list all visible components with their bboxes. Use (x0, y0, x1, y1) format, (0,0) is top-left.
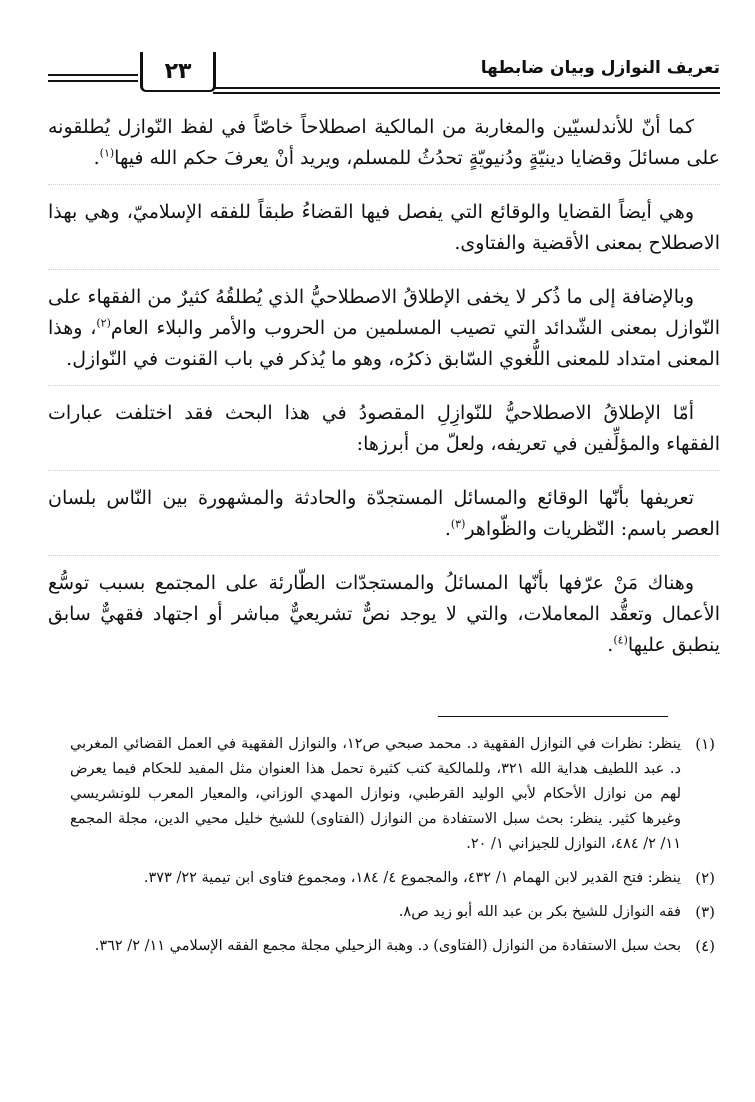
paragraph: وهناك مَنْ عرّفها بأنّها المسائلُ والمستجدّات الطّارئة على المجتمع بسبب توسُّع الأعمال وتعقُّد المعاملات، والتي لا يوجد نصٌّ تشريعيٌّ مباشر أو اجتهاد فقهيٌّ سابق ينطبق عليها$^{(٤)}$. (48, 572, 720, 656)
footnote-number: (٣) (695, 903, 715, 921)
footnote-number: (١) (695, 735, 715, 753)
paragraph: وهي أيضاً القضايا والوقائع التي يفصل فيها القضاءُ طبقاً للفقه الإسلاميّ، وهي بهذا الاصطلاح بمعنى الأقضية والفتاوى. (48, 197, 720, 270)
header-rule (48, 74, 138, 76)
page-header (48, 50, 720, 98)
paragraph: تعريفها بأنّها الوقائع والمسائل المستجدّة والحادثة والمشهورة بين النّاس بلسان العصر باسم: النّظريات والظّواهر$^{(٣)}$. (48, 483, 720, 556)
footnote (70, 934, 715, 959)
paragraph: كما أنّ للأندلسيّين والمغاربة من المالكية اصطلاحاً خاصّاً في لفظ النّوازل يُطلقونه على مسائلَ وقضايا دينيّةٍ ودُنيويّةٍ تحدُثُ للمسلم، ويريد أنْ يعرفَ حكم الله فيها$^{(١)}$. (48, 112, 720, 185)
header-rule (48, 80, 138, 82)
footnote-ref: (٢) (96, 316, 111, 330)
footnote (70, 900, 715, 925)
footnote-text: ينظر: فتح القدير لابن الهمام ١/ ٤٣٢، والمجموع ٤/ ١٨٤، ومجموع فتاوى ابن تيمية ٢٢/ ٣٧٣. (143, 870, 681, 886)
footnote (70, 732, 715, 857)
main-text (48, 112, 720, 683)
footnote-text: ينظر: نظرات في النوازل الفقهية د. محمد صبحي ص١٢، والنوازل الفقهية في العمل القضائي المغربي د. عبد اللطيف هداية الله ٣٢١، وللمالكية كتب كثيرة تحمل هذا العنوان مثل المفيد للحكام فيما يعرض لهم من نوازل الأحكام لأبي الوليد القرطبي، ونوازل المهدي الوزاني، والمعيار المعرب للونشريسي وغيرها كثير. ينظر: بحث سبل الاستفادة من النوازل (الفتاوى) للشيخ خليل محيي الدين، مجلة المجمع ١١/ ٢/ ٤٨٤، النوازل للجيزاني ١/ ٢٠. (70, 736, 681, 852)
footnote-ref: (١) (99, 146, 115, 160)
footnote-number: (٢) (695, 869, 715, 887)
page-number: ٢٣ (164, 58, 192, 84)
footnote-ref: (٤) (613, 633, 628, 647)
footnote (70, 866, 715, 891)
paragraph: وبالإضافة إلى ما ذُكر لا يخفى الإطلاقُ الاصطلاحيُّ الذي يُطلقُهُ كثيرٌ من الفقهاء على النّوازل بمعنى الشّدائد التي تصيب المسلمين من الحروب والأمر والبلاء العام$^{(٢)}$، وهذا المعنى امتداد للمعنى اللُّغوي السّابق ذكرُه، وهو ما يُذكر في باب القنوت في النّوازل. (48, 282, 720, 386)
footnote-separator (438, 716, 668, 717)
running-title: تعريف النوازل وبيان ضابطها (480, 58, 720, 78)
page-number-frame (140, 52, 216, 92)
footnote-ref: (٣) (450, 517, 466, 531)
footnote-text: فقه النوازل للشيخ بكر بن عبد الله أبو زيد ص٨. (398, 904, 681, 920)
header-rule (213, 87, 720, 89)
footnote-number: (٤) (695, 937, 715, 955)
paragraph: أمّا الإطلاقُ الاصطلاحيُّ للنّوازِلِ المقصودُ في هذا البحث فقد اختلفت عبارات الفقهاء والمؤلِّفين في تعريفه، ولعلّ من أبرزها: (48, 398, 720, 471)
footnotes (70, 732, 715, 968)
header-rule (213, 92, 720, 94)
footnote-text: بحث سبل الاستفادة من النوازل (الفتاوى) د. وهبة الزحيلي مجلة مجمع الفقه الإسلامي ١١/ ٢/ ٣٦٢. (94, 938, 681, 954)
